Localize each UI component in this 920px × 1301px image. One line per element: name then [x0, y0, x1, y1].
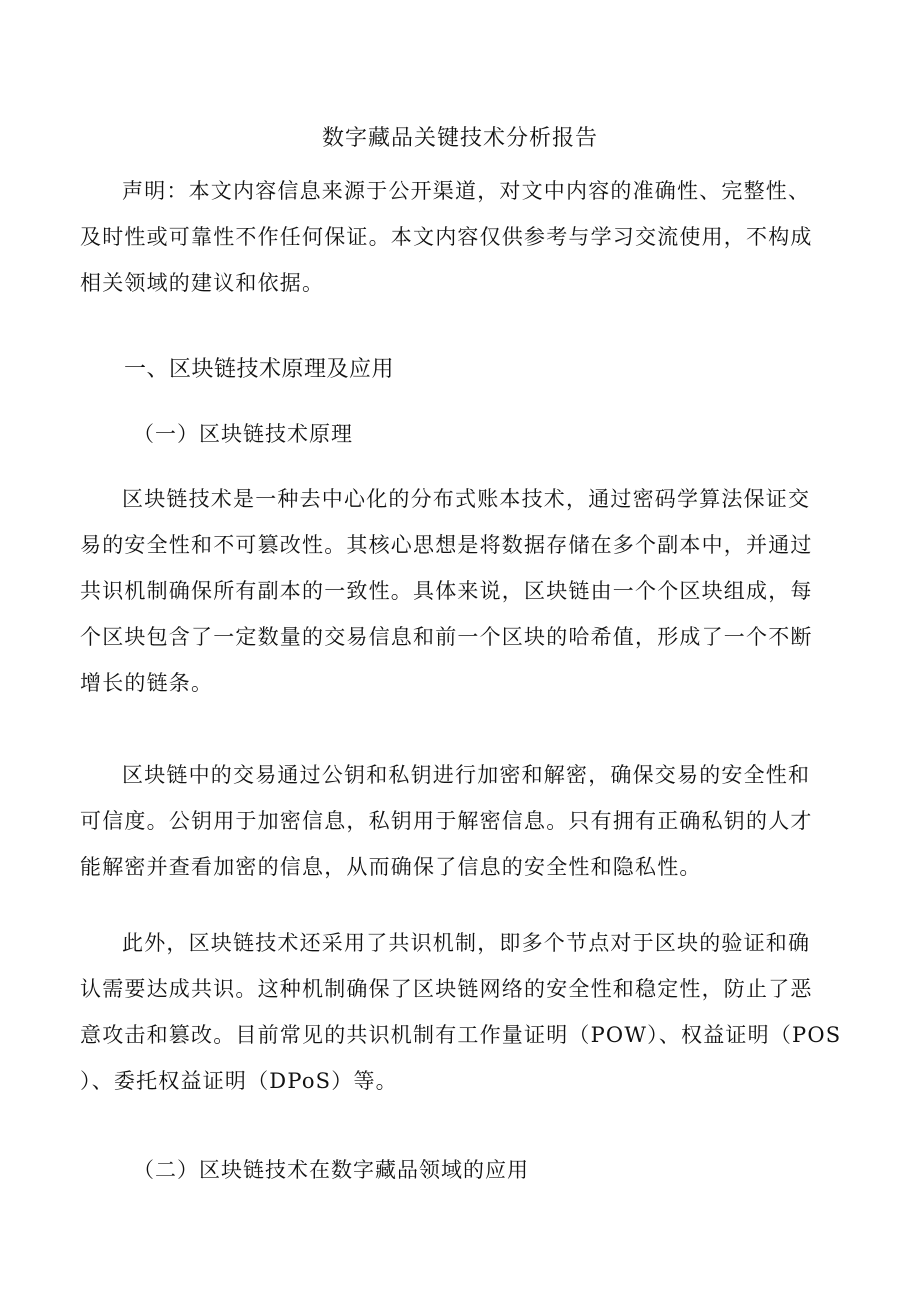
paragraph-line: 区块链技术是一种去中心化的分布式账本技术，通过密码学算法保证交 [122, 487, 811, 511]
subsection-heading-2: （二）区块链技术在数字藏品领域的应用 [133, 1158, 529, 1182]
paragraph-line: 增长的链条。 [80, 671, 214, 695]
disclaimer-line: 及时性或可靠性不作任何保证。本文内容仅供参考与学习交流使用，不构成 [80, 225, 813, 249]
document-title: 数字藏品关键技术分析报告 [321, 126, 598, 151]
paragraph-line: 能解密并查看加密的信息，从而确保了信息的安全性和隐私性。 [80, 855, 702, 879]
paragraph-line: 可信度。公钥用于加密信息，私钥用于解密信息。只有拥有正确私钥的人才 [80, 809, 813, 833]
paragraph-line: 共识机制确保所有副本的一致性。具体来说，区块链由一个个区块组成，每 [80, 579, 813, 603]
paragraph-line: 易的安全性和不可篡改性。其核心思想是将数据存储在多个副本中，并通过 [80, 533, 813, 557]
paragraph-line: ）、委托权益证明（DPoS）等。 [80, 1069, 398, 1093]
paragraph-line: 认需要达成共识。这种机制确保了区块链网络的安全性和稳定性，防止了恶 [80, 977, 813, 1001]
section-heading-1: 一、区块链技术原理及应用 [124, 357, 395, 382]
paragraph-line: 意攻击和篡改。目前常见的共识机制有工作量证明（POW）、权益证明（POS [80, 1023, 842, 1047]
disclaimer-line: 相关领域的建议和依据。 [80, 271, 325, 295]
subsection-heading-1: （一）区块链技术原理 [133, 422, 353, 446]
disclaimer-paragraph [80, 168, 850, 306]
body-paragraph-1 [80, 476, 850, 706]
disclaimer-line: 声明：本文内容信息来源于公开渠道，对文中内容的准确性、完整性、 [122, 179, 811, 203]
paragraph-line: 此外，区块链技术还采用了共识机制，即多个节点对于区块的验证和确 [122, 931, 811, 955]
paragraph-line: 区块链中的交易通过公钥和私钥进行加密和解密，确保交易的安全性和 [122, 763, 811, 787]
body-paragraph-2 [80, 752, 850, 890]
body-paragraph-3 [80, 920, 850, 1104]
paragraph-line: 个区块包含了一定数量的交易信息和前一个区块的哈希值，形成了一个不断 [80, 625, 813, 649]
